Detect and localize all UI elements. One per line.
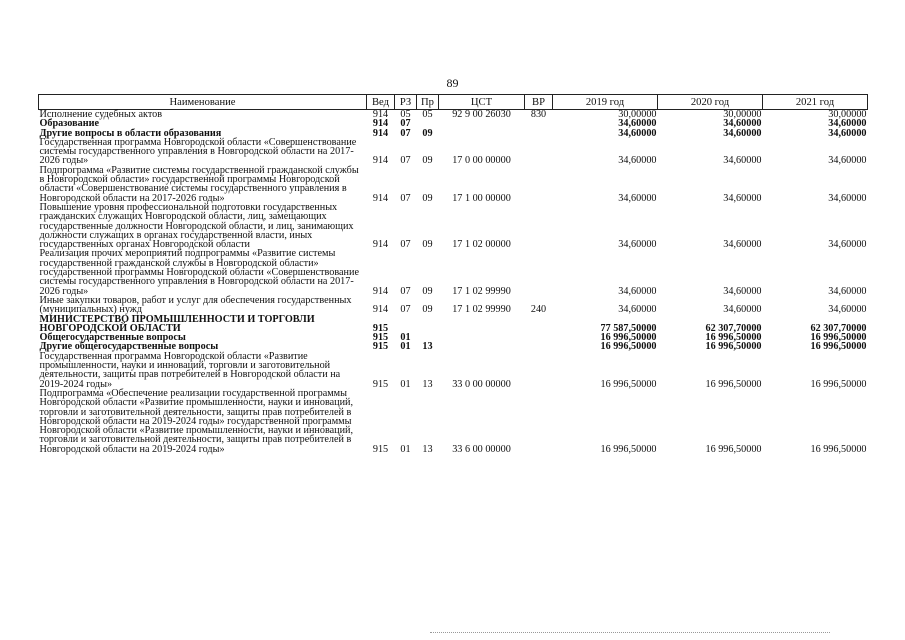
row-name: Общегосударственные вопросы [39, 332, 186, 344]
row-2020: 16 996,50000 [705, 341, 762, 353]
row-2019: 34,60000 [618, 304, 657, 316]
row-rz: 01 [400, 443, 411, 455]
table-row [39, 203, 868, 249]
row-name: Повышение уровня профессиональной подготовки государственных гражданских служащих Новгородской области, лиц, замещающих государственные должности Новгородской области, и лиц, занимающих должности служащих в органах государственной власти, иных государственных органах Новгородской области [39, 201, 354, 251]
row-cst: 17 1 02 99990 [452, 285, 511, 297]
row-2019: 16 996,50000 [600, 443, 657, 455]
row-pr: 13 [422, 443, 433, 455]
row-vr: 830 [530, 109, 547, 120]
row-2019: 34,60000 [618, 118, 657, 130]
row-2021: 34,60000 [828, 239, 867, 251]
row-2020: 62 307,70000 [705, 322, 762, 334]
header-2020: 2020 год [658, 95, 763, 110]
row-name: Государственная программа Новгородской области «Совершенствование системы государственного управления в Новгородской области на 2017-2026 годы» [39, 136, 357, 167]
table-row [39, 315, 868, 334]
row-rz: 01 [400, 341, 411, 353]
row-2019: 34,60000 [618, 239, 657, 251]
footer-divider [430, 632, 830, 633]
table-row [39, 166, 868, 203]
row-vr [525, 352, 553, 389]
row-ved: 914 [372, 192, 389, 204]
row-cst [439, 342, 525, 351]
table-row [39, 296, 868, 315]
row-pr: 05 [422, 109, 433, 120]
row-pr: 09 [422, 285, 433, 297]
row-name: Иные закупки товаров, работ и услуг для обеспечения государственных (муниципальных) нужд [39, 294, 352, 316]
row-2019: 16 996,50000 [600, 378, 657, 390]
row-cst [439, 333, 525, 342]
row-rz: 07 [400, 304, 411, 316]
header-pr: Пр [417, 95, 439, 110]
row-2021: 16 996,50000 [810, 378, 867, 390]
row-rz: 07 [400, 285, 411, 297]
row-vr [525, 342, 553, 351]
row-cst: 33 6 00 00000 [452, 443, 511, 455]
row-2019: 16 996,50000 [600, 332, 657, 344]
row-ved: 914 [372, 239, 389, 251]
header-rz: РЗ [395, 95, 417, 110]
row-vr [525, 203, 553, 249]
row-pr: 09 [422, 192, 433, 204]
row-2021: 34,60000 [828, 118, 867, 130]
row-cst: 92 9 00 26030 [452, 109, 511, 120]
row-2021: 34,60000 [828, 285, 867, 297]
row-vr [525, 315, 553, 334]
row-ved: 914 [372, 109, 389, 120]
row-name: Реализация прочих мероприятий подпрограммы «Развитие системы государственной гражданской службы в Новгородской области» государственной программы Новгородской области «Совершенствование системы государственного управления в Новгородской области на 2017-2026 годы» [39, 248, 359, 297]
row-rz: 07 [400, 239, 411, 251]
row-pr: 09 [422, 155, 433, 167]
header-name: Наименование [39, 95, 367, 110]
header-vr: ВР [525, 95, 553, 110]
row-pr: 13 [422, 378, 433, 390]
table-header-row [39, 95, 868, 110]
row-name: Подпрограмма «Развитие системы государственной гражданской службы в Новгородской области» государственной программы Новгородской области «Совершенствование системы государственного управления в Новгородской области на 2017-2026 годы» [39, 164, 359, 204]
row-name: Образование [39, 118, 100, 130]
row-cst: 17 1 02 99990 [452, 304, 511, 316]
row-vr [525, 166, 553, 203]
row-2019: 30,00000 [618, 109, 657, 120]
row-rz: 01 [400, 332, 411, 344]
row-ved: 914 [372, 118, 389, 130]
header-ved: Вед [367, 95, 395, 110]
row-2021: 62 307,70000 [810, 322, 867, 334]
row-2020: 34,60000 [723, 127, 762, 139]
row-2020: 16 996,50000 [705, 443, 762, 455]
row-2020: 34,60000 [723, 285, 762, 297]
row-2020: 16 996,50000 [705, 378, 762, 390]
row-name: Другие вопросы в области образования [39, 127, 222, 139]
row-name: Подпрограмма «Обеспечение реализации государственной программы Новгородской области «Развитие промышленности, науки и инноваций, торговли и заготовительной деятельности, защиты прав потребителей в Новгородской области на 2019-2024 годы» государственной программы Новгородской области «Развитие промышленности, науки и инноваций, торговли и заготовительной деятельности, защиты прав потребителей в Новгородской области на 2019-2024 годы» [39, 387, 354, 455]
row-vr [525, 389, 553, 454]
row-vr [525, 119, 553, 128]
row-2021: 34,60000 [828, 192, 867, 204]
row-ved: 915 [372, 443, 389, 455]
row-ved: 915 [372, 332, 389, 344]
row-vr [525, 129, 553, 138]
row-name: Государственная программа Новгородской области «Развитие промышленности, науки и инноваций, торговли и заготовительной деятельности, защиты прав потребителей в Новгородской области на 2019-2024 годы» [39, 350, 341, 390]
row-cst: 17 1 02 00000 [452, 239, 511, 251]
row-vr [525, 138, 553, 166]
row-2021: 34,60000 [828, 127, 867, 139]
row-ved: 915 [372, 322, 389, 334]
row-cst: 33 0 00 00000 [452, 378, 511, 390]
row-pr: 09 [422, 239, 433, 251]
row-2021: 34,60000 [828, 304, 867, 316]
row-cst [439, 119, 525, 128]
row-name: МИНИСТЕРСТВО ПРОМЫШЛЕННОСТИ И ТОРГОВЛИ НОВГОРОДСКОЙ ОБЛАСТИ [39, 313, 315, 334]
row-ved: 914 [372, 127, 389, 139]
row-2020: 16 996,50000 [705, 332, 762, 344]
row-rz: 07 [400, 155, 411, 167]
header-2021: 2021 год [763, 95, 868, 110]
row-2019: 16 996,50000 [600, 341, 657, 353]
row-vr [525, 333, 553, 342]
row-rz: 05 [400, 109, 411, 120]
row-2021: 16 996,50000 [810, 332, 867, 344]
row-ved: 914 [372, 285, 389, 297]
row-ved: 914 [372, 155, 389, 167]
row-2021: 16 996,50000 [810, 341, 867, 353]
table-row [39, 138, 868, 166]
row-vr: 240 [530, 304, 547, 316]
row-2020: 34,60000 [723, 304, 762, 316]
row-ved: 914 [372, 304, 389, 316]
row-2020: 34,60000 [723, 118, 762, 130]
row-pr: 13 [422, 341, 433, 353]
row-pr: 09 [422, 304, 433, 316]
row-2021: 30,00000 [828, 109, 867, 120]
row-2020: 34,60000 [723, 192, 762, 204]
row-rz: 01 [400, 378, 411, 390]
row-2021: 34,60000 [828, 155, 867, 167]
row-ved: 915 [372, 378, 389, 390]
row-rz: 07 [400, 118, 411, 130]
row-pr: 09 [422, 127, 433, 139]
table-row [39, 249, 868, 295]
row-name: Другие общегосударственные вопросы [39, 341, 219, 353]
row-2019: 34,60000 [618, 285, 657, 297]
row-2020: 34,60000 [723, 239, 762, 251]
row-2021: 16 996,50000 [810, 443, 867, 455]
row-2019: 34,60000 [618, 127, 657, 139]
header-2019: 2019 год [553, 95, 658, 110]
row-rz: 07 [400, 127, 411, 139]
header-cst: ЦСТ [439, 95, 525, 110]
row-vr [525, 249, 553, 295]
page-number: 89 [446, 76, 459, 90]
row-2019: 77 587,50000 [600, 322, 657, 334]
table-row [39, 352, 868, 389]
row-cst: 17 1 00 00000 [452, 192, 511, 204]
row-2020: 30,00000 [723, 109, 762, 120]
row-2020: 34,60000 [723, 155, 762, 167]
row-rz: 07 [400, 192, 411, 204]
row-rz [395, 315, 417, 334]
row-2019: 34,60000 [618, 155, 657, 167]
table-row [39, 389, 868, 454]
row-ved: 915 [372, 341, 389, 353]
budget-table [38, 94, 868, 454]
row-cst: 17 0 00 00000 [452, 155, 511, 167]
row-cst [439, 315, 525, 334]
row-pr [417, 315, 439, 334]
row-2019: 34,60000 [618, 192, 657, 204]
row-name: Исполнение судебных актов [39, 109, 163, 120]
row-cst [439, 129, 525, 138]
